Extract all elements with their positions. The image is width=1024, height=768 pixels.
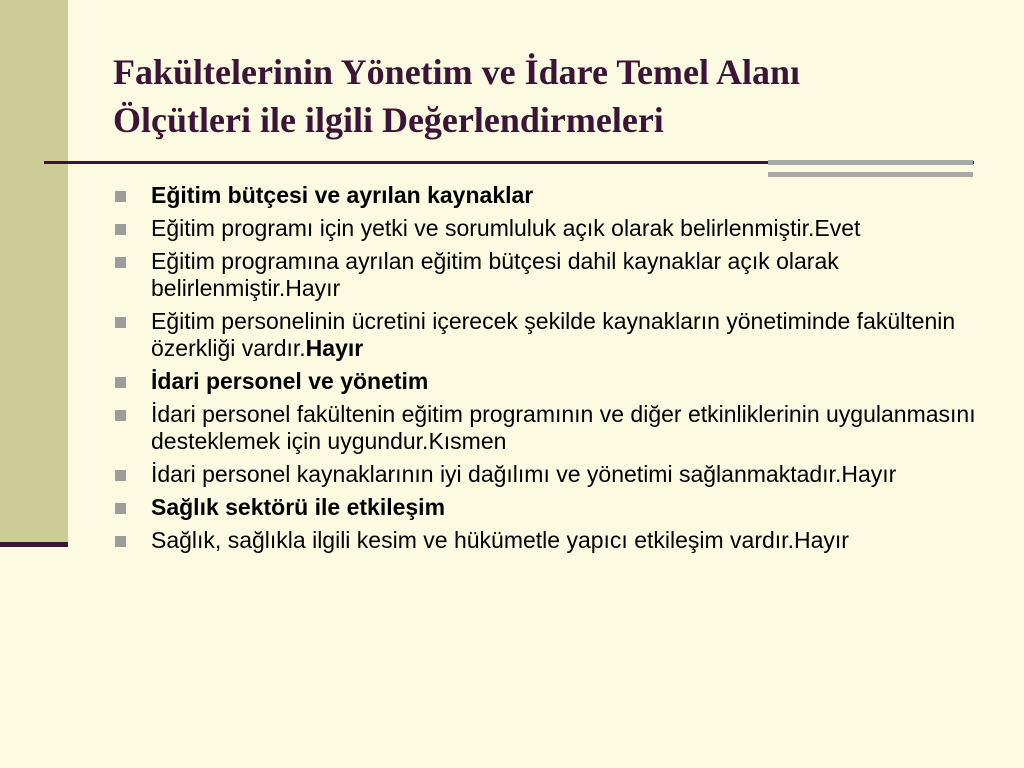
bullet-text: İdari personel fakültenin eğitim programının ve diğer etkinliklerinin uygulanmasını desteklemek için uygundur.Kısmen — [151, 401, 976, 454]
bullet-item — [113, 215, 993, 242]
bullet-item-health-heading — [113, 494, 993, 521]
bullet-text: Eğitim programı için yetki ve sorumluluk açık olarak belirlenmiştir.Evet — [151, 215, 861, 241]
square-bullet-icon — [115, 224, 126, 235]
square-bullet-icon — [115, 536, 126, 547]
slide-title-line-1: Fakültelerinin Yönetim ve İdare Temel Alanı — [113, 52, 801, 92]
bullet-list — [113, 182, 993, 560]
bullet-text: Sağlık, sağlıkla ilgili kesim ve hükümetle yapıcı etkileşim vardır.Hayır — [151, 527, 849, 553]
square-bullet-icon — [115, 470, 126, 481]
decorative-bar-bottom — [768, 172, 973, 177]
bullet-text: İdari personel kaynaklarının iyi dağılımı ve yönetimi sağlanmaktadır.Hayır — [151, 461, 897, 487]
square-bullet-icon — [115, 377, 126, 388]
bullet-text: Eğitim bütçesi ve ayrılan kaynaklar — [151, 182, 534, 208]
bullet-answer: Hayır — [305, 335, 364, 361]
left-accent-band — [0, 0, 68, 545]
bullet-text: Eğitim personelinin ücretini içerecek şekilde kaynakların yönetiminde fakültenin özerkliği vardır. — [151, 308, 956, 361]
bullet-item — [113, 461, 993, 488]
bullet-item — [113, 248, 993, 302]
slide-title-line-2: Ölçütleri ile ilgili Değerlendirmeleri — [113, 100, 664, 140]
square-bullet-icon — [115, 503, 126, 514]
bullet-item-admin-heading — [113, 368, 993, 395]
bullet-item — [113, 308, 993, 362]
square-bullet-icon — [115, 257, 126, 268]
slide-title — [113, 48, 993, 144]
square-bullet-icon — [115, 410, 126, 421]
bullet-item — [113, 401, 993, 455]
bullet-item-budget-heading — [113, 182, 993, 209]
left-accent-underline — [0, 542, 68, 547]
square-bullet-icon — [115, 317, 126, 328]
square-bullet-icon — [115, 191, 126, 202]
bullet-text: Sağlık sektörü ile etkileşim — [151, 494, 446, 520]
bullet-text: Eğitim programına ayrılan eğitim bütçesi dahil kaynaklar açık olarak belirlenmiştir.Hayır — [151, 248, 839, 301]
decorative-bar-top — [768, 160, 973, 165]
bullet-item — [113, 527, 993, 554]
bullet-text: İdari personel ve yönetim — [151, 368, 429, 394]
